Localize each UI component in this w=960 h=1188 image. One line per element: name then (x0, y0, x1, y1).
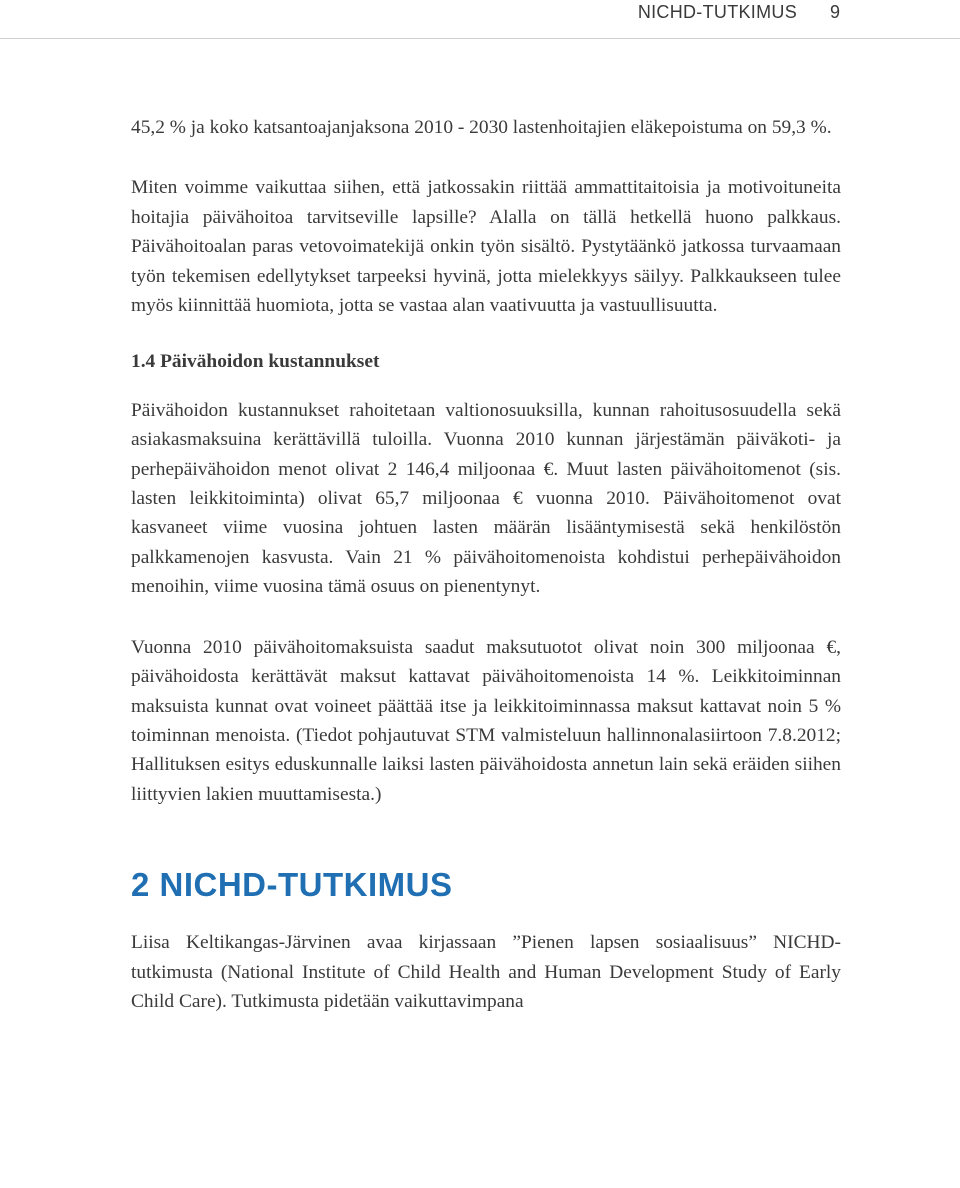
subsection-heading: 1.4 Päivähoidon kustannukset (131, 351, 380, 373)
paragraph-costs: Päivähoidon kustannukset rahoitetaan valtionosuuksilla, kunnan rahoitusosuudella sekä asiakasmaksuina kerättävillä tuloilla. Vuonna 2010 kunnan järjestämän päiväkoti- ja perhepäivähoidon menot olivat 2 146,4 miljoonaa €. Muut lasten päivähoitomenot (sis. lasten leikkitoiminta) olivat 65,7 miljoonaa € vuonna 2010. Päivähoitomenot ovat kasvaneet viime vuosina johtuen lasten määrän lisääntymisestä sekä henkilöstön palkkamenojen kasvusta. Vain 21 % päivähoitomenoista kohdistui perhepäivähoidon menoihin, viime vuosina tämä osuus on pienentynyt. (131, 399, 841, 598)
paragraph-fees: Vuonna 2010 päivähoitomaksuista saadut maksutuotot olivat noin 300 miljoonaa €, päivähoidosta kerättävät maksut kattavat päivähoitomenoista 14 %. Leikkitoiminnan maksuista kunnat ovat voineet päättää itse ja leikkitoiminnassa maksut kattavat noin 5 % toiminnan menoista. (Tiedot pohjautuvat STM valmisteluun hallinnonalasiirtoon 7.8.2012; Hallituksen esitys eduskunnalle laiksi lasten päivähoidosta annetun lain sekä eräiden siihen liittyvien lakien muuttamisesta.) (131, 636, 841, 805)
paragraph-motivation: Miten voimme vaikuttaa siihen, että jatkossakin riittää ammattitaitoisia ja motivoituneita hoitajia päivähoitoa tarvitseville lapsille? Alalla on tällä hetkellä huono palkkaus. Päivähoitoalan paras vetovoimatekijä onkin työn sisältö. Pystytäänkö jatkossa turvaamaan työn tekemisen edellytykset tarpeeksi hyvinä, jotta mielekkyys säilyy. Palkkaukseen tulee myös kiinnittää huomiota, jotta se vastaa alan vaativuutta ja vastuullisuutta. (131, 177, 841, 317)
chapter-heading: 2 NICHD-TUTKIMUS (131, 866, 453, 904)
page-content (131, 113, 841, 1016)
running-title: NICHD-TUTKIMUS (637, 2, 797, 22)
paragraph-nichd-intro: Liisa Keltikangas-Järvinen avaa kirjassaan ”Pienen lapsen sosiaalisuus” NICHD-tutkimusta (National Institute of Child Health and Human Development Study of Early Child Care). Tutkimusta pidetään vaikuttavimpana (131, 932, 841, 1012)
paragraph-retirement: 45,2 % ja koko katsantoajanjaksona 2010 - 2030 lastenhoitajien eläkepoistuma on 59,3 %. (131, 117, 832, 138)
page-header (0, 0, 960, 39)
page-number: 9 (829, 2, 840, 22)
